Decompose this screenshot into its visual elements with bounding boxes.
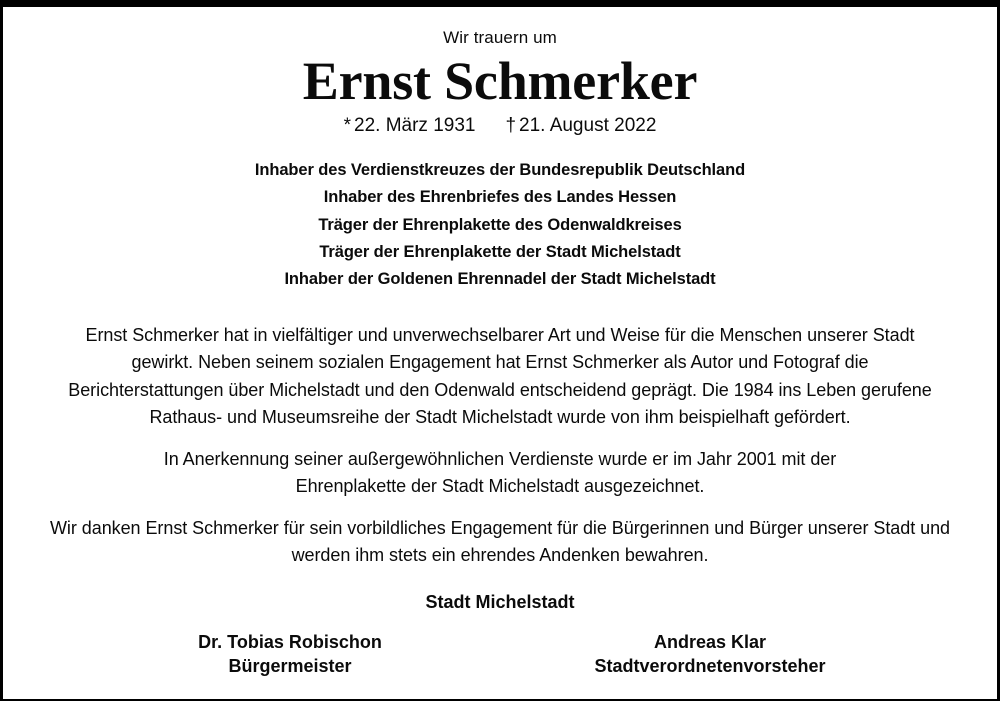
birth-date-value: 22. März 1931 (354, 115, 476, 136)
signatory-role: Bürgermeister (228, 655, 352, 676)
asterisk-born-icon: * (343, 115, 351, 136)
dagger-died-icon: † (505, 115, 517, 136)
obituary-notice-body (3, 7, 997, 699)
deceased-name: Ernst Schmerker (302, 50, 698, 111)
thanks-paragraph: Wir danken Ernst Schmerker für sein vorbildliches Engagement für die Bürgerinnen und Bürger unserer Stadt und werden ihm stets ein ehrendes Andenken bewahren. (49, 517, 951, 566)
birth-date (344, 115, 476, 136)
obituary-header (37, 29, 963, 137)
tribute-paragraph: Ernst Schmerker hat in vielfältiger und unverwechselbarer Art und Weise für die Menschen unserer Stadt gewirkt. Neben seinem sozialen Engagement hat Ernst Schmerker als Autor und Fotograf die Berichterstattungen über Michelstadt und den Odenwald entscheidend geprägt. Die 1984 ins Leben gerufene Rathaus- und Museumsreihe der Stadt Michelstadt wurde von ihm beispielhaft gefördert. (68, 324, 932, 428)
honor-item: Inhaber des Ehrenbriefes des Landes Hessen (323, 188, 677, 207)
signatory-name: Dr. Tobias Robischon (198, 631, 382, 652)
obituary-body-copy (37, 322, 963, 570)
honor-item: Träger der Ehrenplakette des Odenwaldkreises (318, 215, 682, 234)
signatory-council-chair (500, 630, 920, 679)
honor-item: Träger der Ehrenplakette der Stadt Michelstadt (319, 243, 681, 262)
signatories-row (37, 630, 963, 679)
honor-item: Inhaber des Verdienstkreuzes der Bundesrepublik Deutschland (254, 160, 746, 179)
mourning-line: Wir trauern um (443, 28, 557, 47)
signatory-role: Stadtverordnetenvorsteher (594, 655, 826, 676)
organization-name: Stadt Michelstadt (425, 592, 575, 613)
signature-block (37, 592, 963, 678)
signatory-name: Andreas Klar (653, 631, 767, 652)
death-date-value: 21. August 2022 (519, 115, 657, 136)
life-dates (37, 116, 963, 137)
honors-list (37, 157, 963, 294)
honor-item: Inhaber der Goldenen Ehrennadel der Stadt Michelstadt (284, 270, 716, 289)
signatory-mayor (80, 630, 500, 679)
award-paragraph: In Anerkennung seiner außergewöhnlichen Verdienste wurde er im Jahr 2001 mit der Ehrenplakette der Stadt Michelstadt ausgezeichnet. (163, 448, 837, 497)
death-date (505, 115, 656, 136)
